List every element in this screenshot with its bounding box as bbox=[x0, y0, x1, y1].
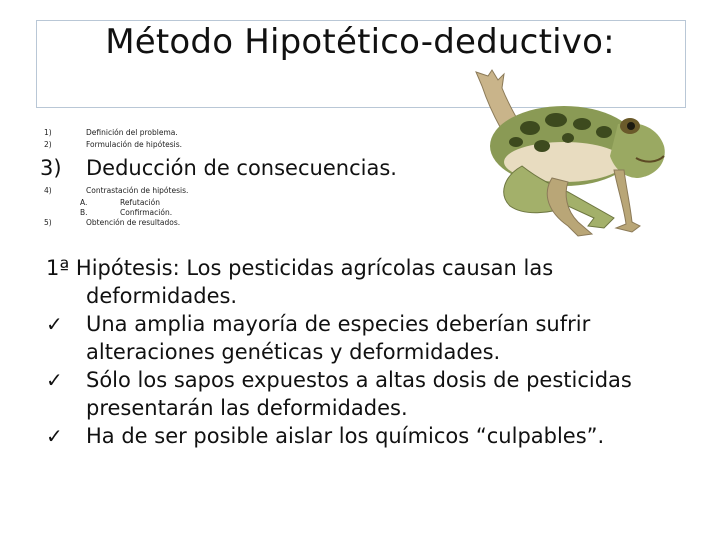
frog-image bbox=[418, 66, 676, 238]
step-5-text: Obtención de resultados. bbox=[86, 218, 181, 227]
step-3-number: 3) bbox=[40, 156, 62, 180]
step-4-number: 4) bbox=[44, 186, 52, 195]
step-4b-text: Confirmación. bbox=[120, 208, 173, 217]
hypothesis-bullet bbox=[46, 422, 686, 450]
hypothesis-lead: 1ª Hipótesis: Los pesticidas agrícolas causan las deformidades. bbox=[46, 256, 554, 308]
step-4a-text: Refutación bbox=[120, 198, 160, 207]
hypothesis-bullet bbox=[46, 310, 686, 366]
step-4b-letter: B. bbox=[80, 208, 88, 217]
step-2-number: 2) bbox=[44, 140, 52, 149]
hypothesis-bullet-text: Ha de ser posible aislar los químicos “culpables”. bbox=[86, 424, 605, 448]
step-4a-letter: A. bbox=[80, 198, 88, 207]
step-4-text: Contrastación de hipótesis. bbox=[86, 186, 189, 195]
slide-title: Método Hipotético-deductivo: bbox=[105, 22, 615, 62]
hypothesis-bullet bbox=[46, 366, 686, 422]
hypothesis-bullet-text: Sólo los sapos expuestos a altas dosis de pesticidas presentarán las deformidades. bbox=[86, 368, 632, 420]
step-1-number: 1) bbox=[44, 128, 52, 137]
step-3-text: Deducción de consecuencias. bbox=[86, 156, 397, 180]
hypothesis-block bbox=[46, 254, 686, 450]
check-icon: ✓ bbox=[46, 368, 63, 392]
hypothesis-bullet-text: Una amplia mayoría de especies deberían sufrir alteraciones genéticas y deformidades. bbox=[86, 312, 591, 364]
step-1-text: Definición del problema. bbox=[86, 128, 178, 137]
check-icon: ✓ bbox=[46, 424, 63, 448]
check-icon: ✓ bbox=[46, 312, 63, 336]
step-3 bbox=[40, 156, 397, 180]
step-5-number: 5) bbox=[44, 218, 52, 227]
hypothesis-bullets bbox=[46, 310, 686, 450]
step-2-text: Formulación de hipótesis. bbox=[86, 140, 183, 149]
